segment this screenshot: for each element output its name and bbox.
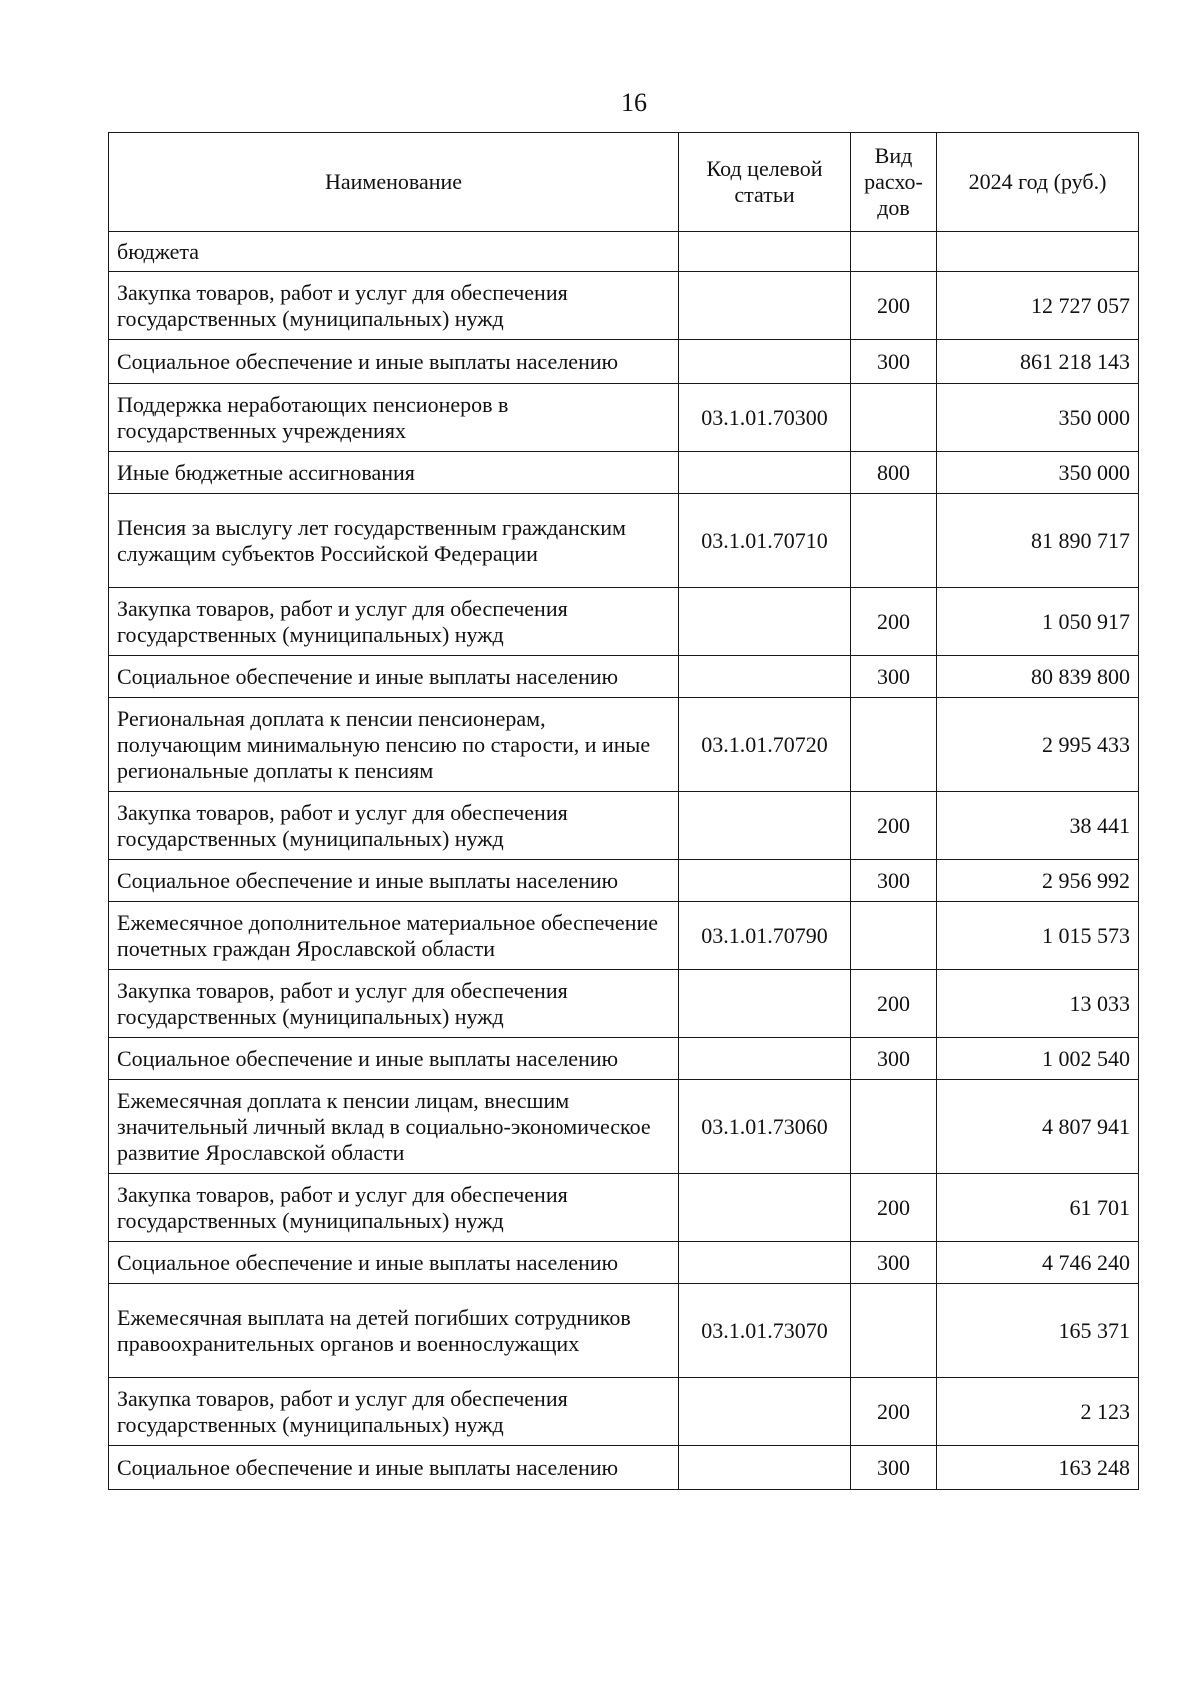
row-name-cell: Закупка товаров, работ и услуг для обеспечения государственных (муниципальных) нужд	[109, 792, 679, 860]
table-row	[109, 232, 1139, 272]
row-expense-type-cell	[851, 384, 937, 452]
header-expense-type: Вид расхо-дов	[851, 133, 937, 232]
row-amount-cell: 165 371	[937, 1284, 1139, 1378]
row-expense-type-cell: 300	[851, 1242, 937, 1284]
row-name-cell: Закупка товаров, работ и услуг для обеспечения государственных (муниципальных) нужд	[109, 1174, 679, 1242]
row-code-cell	[679, 340, 851, 384]
row-amount-cell: 2 956 992	[937, 860, 1139, 902]
row-amount-cell: 2 995 433	[937, 698, 1139, 792]
row-amount-cell: 1 050 917	[937, 588, 1139, 656]
row-expense-type-cell: 200	[851, 272, 937, 340]
table-row	[109, 1242, 1139, 1284]
row-amount-cell: 350 000	[937, 452, 1139, 494]
row-expense-type-cell: 800	[851, 452, 937, 494]
table-row	[109, 1038, 1139, 1080]
row-name-cell: Поддержка неработающих пенсионеров в государственных учреждениях	[109, 384, 679, 452]
row-expense-type-cell: 200	[851, 1378, 937, 1446]
table-row	[109, 452, 1139, 494]
table-row	[109, 792, 1139, 860]
row-name-cell: Ежемесячная выплата на детей погибших сотрудников правоохранительных органов и военнослужащих	[109, 1284, 679, 1378]
row-expense-type-cell	[851, 494, 937, 588]
row-expense-type-cell	[851, 698, 937, 792]
row-code-cell	[679, 272, 851, 340]
row-name-cell: Социальное обеспечение и иные выплаты населению	[109, 1038, 679, 1080]
row-code-cell	[679, 1446, 851, 1490]
table-row	[109, 384, 1139, 452]
row-amount-cell: 81 890 717	[937, 494, 1139, 588]
header-name: Наименование	[109, 133, 679, 232]
row-amount-cell: 61 701	[937, 1174, 1139, 1242]
row-code-cell: 03.1.01.73070	[679, 1284, 851, 1378]
row-amount-cell: 13 033	[937, 970, 1139, 1038]
budget-table	[108, 132, 1139, 1490]
header-amount: 2024 год (руб.)	[937, 133, 1139, 232]
row-name-cell: Социальное обеспечение и иные выплаты населению	[109, 1242, 679, 1284]
row-amount-cell: 4 807 941	[937, 1080, 1139, 1174]
row-amount-cell: 12 727 057	[937, 272, 1139, 340]
row-expense-type-cell: 300	[851, 1038, 937, 1080]
row-amount-cell: 350 000	[937, 384, 1139, 452]
table-row	[109, 1080, 1139, 1174]
row-amount-cell: 1 002 540	[937, 1038, 1139, 1080]
table-row	[109, 272, 1139, 340]
row-expense-type-cell	[851, 902, 937, 970]
row-name-cell: Закупка товаров, работ и услуг для обеспечения государственных (муниципальных) нужд	[109, 272, 679, 340]
row-amount-cell: 861 218 143	[937, 340, 1139, 384]
row-expense-type-cell: 200	[851, 588, 937, 656]
row-name-cell: Социальное обеспечение и иные выплаты населению	[109, 656, 679, 698]
row-code-cell	[679, 656, 851, 698]
row-expense-type-cell: 300	[851, 340, 937, 384]
row-code-cell	[679, 970, 851, 1038]
row-expense-type-cell: 200	[851, 792, 937, 860]
table-row	[109, 1174, 1139, 1242]
row-amount-cell: 4 746 240	[937, 1242, 1139, 1284]
page-number: 16	[621, 88, 647, 117]
row-name-cell: Ежемесячное дополнительное материальное обеспечение почетных граждан Ярославской области	[109, 902, 679, 970]
table-row	[109, 588, 1139, 656]
row-code-cell	[679, 792, 851, 860]
row-name-cell: Закупка товаров, работ и услуг для обеспечения государственных (муниципальных) нужд	[109, 970, 679, 1038]
row-amount-cell: 2 123	[937, 1378, 1139, 1446]
row-name-cell: Социальное обеспечение и иные выплаты населению	[109, 1446, 679, 1490]
row-name-cell: Социальное обеспечение и иные выплаты населению	[109, 340, 679, 384]
table-row	[109, 860, 1139, 902]
row-code-cell: 03.1.01.70710	[679, 494, 851, 588]
row-amount-cell	[937, 232, 1139, 272]
row-code-cell: 03.1.01.73060	[679, 1080, 851, 1174]
row-name-cell: Региональная доплата к пенсии пенсионерам, получающим минимальную пенсию по старости, и иные региональные доплаты к пенсиям	[109, 698, 679, 792]
row-code-cell	[679, 1038, 851, 1080]
table-row	[109, 1446, 1139, 1490]
row-expense-type-cell: 200	[851, 970, 937, 1038]
row-code-cell	[679, 1174, 851, 1242]
row-name-cell: Ежемесячная доплата к пенсии лицам, внесшим значительный личный вклад в социально-экономическое развитие Ярославской области	[109, 1080, 679, 1174]
row-name-cell: Иные бюджетные ассигнования	[109, 452, 679, 494]
row-code-cell: 03.1.01.70790	[679, 902, 851, 970]
row-expense-type-cell: 300	[851, 860, 937, 902]
row-code-cell	[679, 1378, 851, 1446]
row-code-cell	[679, 1242, 851, 1284]
row-name-cell: бюджета	[109, 232, 679, 272]
table-body	[109, 232, 1139, 1490]
table-row	[109, 1378, 1139, 1446]
table-row	[109, 1284, 1139, 1378]
row-expense-type-cell	[851, 1080, 937, 1174]
row-expense-type-cell	[851, 232, 937, 272]
table-row	[109, 902, 1139, 970]
row-expense-type-cell	[851, 1284, 937, 1378]
row-name-cell: Закупка товаров, работ и услуг для обеспечения государственных (муниципальных) нужд	[109, 1378, 679, 1446]
header-code: Код целевой статьи	[679, 133, 851, 232]
row-amount-cell: 1 015 573	[937, 902, 1139, 970]
row-amount-cell: 80 839 800	[937, 656, 1139, 698]
row-code-cell	[679, 452, 851, 494]
row-expense-type-cell: 300	[851, 1446, 937, 1490]
row-amount-cell: 38 441	[937, 792, 1139, 860]
table-header	[109, 133, 1139, 232]
table-row	[109, 340, 1139, 384]
table-row	[109, 656, 1139, 698]
table-row	[109, 698, 1139, 792]
table-row	[109, 970, 1139, 1038]
row-expense-type-cell: 300	[851, 656, 937, 698]
row-name-cell: Социальное обеспечение и иные выплаты населению	[109, 860, 679, 902]
row-code-cell	[679, 232, 851, 272]
table-row	[109, 494, 1139, 588]
row-amount-cell: 163 248	[937, 1446, 1139, 1490]
row-code-cell	[679, 588, 851, 656]
row-code-cell: 03.1.01.70300	[679, 384, 851, 452]
row-name-cell: Пенсия за выслугу лет государственным гражданским служащим субъектов Российской Федерации	[109, 494, 679, 588]
row-code-cell	[679, 860, 851, 902]
row-code-cell: 03.1.01.70720	[679, 698, 851, 792]
row-name-cell: Закупка товаров, работ и услуг для обеспечения государственных (муниципальных) нужд	[109, 588, 679, 656]
row-expense-type-cell: 200	[851, 1174, 937, 1242]
